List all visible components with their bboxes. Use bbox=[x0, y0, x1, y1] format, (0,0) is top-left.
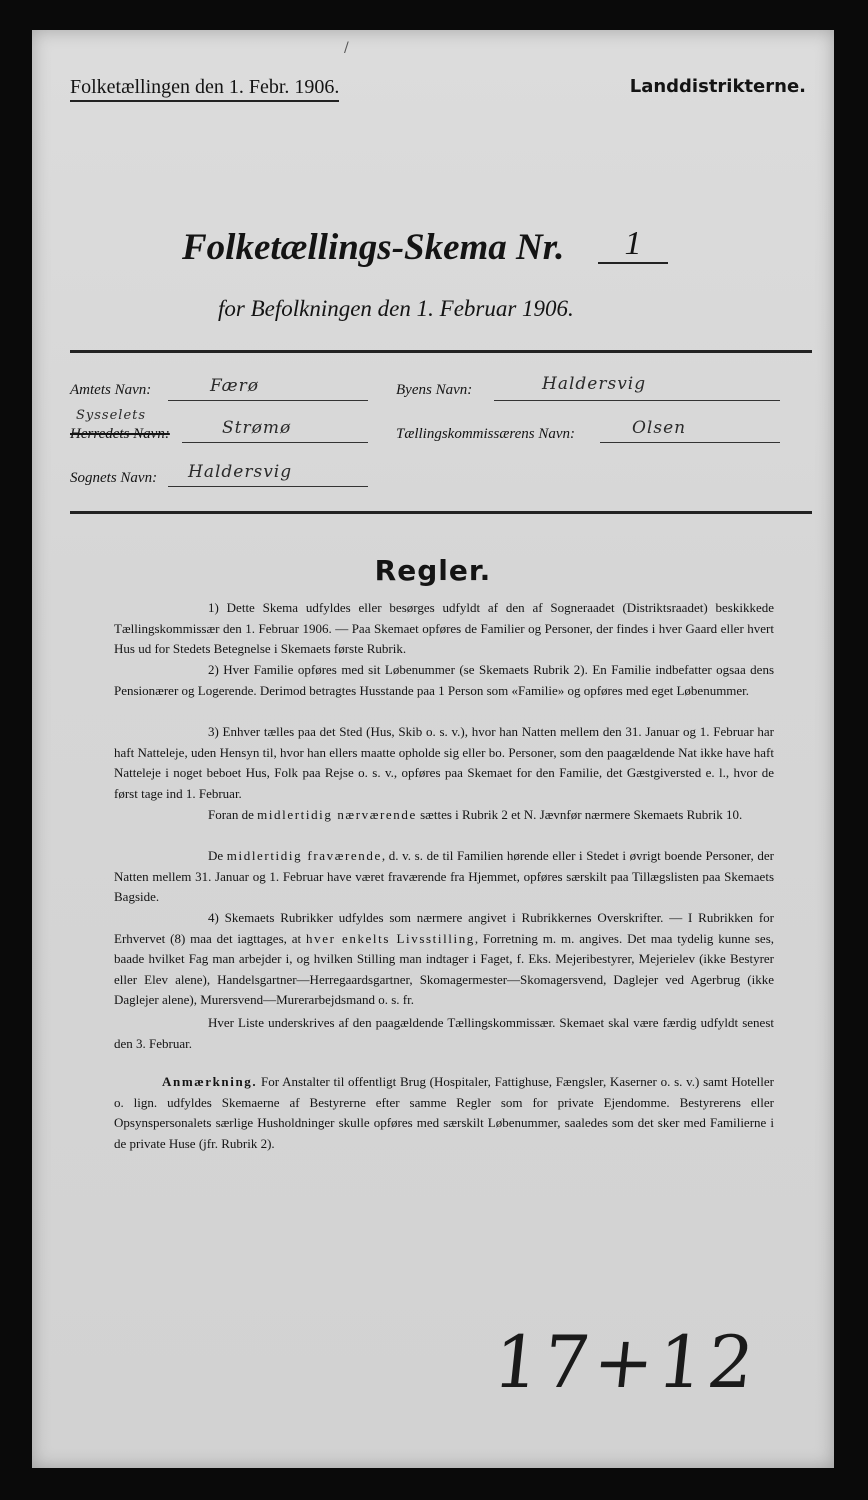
bottom-divider bbox=[70, 511, 812, 514]
rule-3-present bbox=[114, 805, 774, 826]
amt-value: Færø bbox=[210, 376, 259, 396]
rule-3-absent-emph: midlertidig fraværende bbox=[226, 848, 382, 863]
rule-3-present-emph: midlertidig nærværende bbox=[257, 807, 417, 822]
rule-1: 1) Dette Skema udfyldes eller besørges udfyldt af den af Sogneraadet (Distriktsraadet) beskikkede Tællingskommissær den 1. Februar 1906. — Paa Skemaet opføres de Familier og Personer, der findes i hver Gaard eller hvert Hus ud for Stedets Betegnelse i Skemaets første Rubrik. bbox=[114, 600, 774, 657]
rule-3-present-post: sættes i Rubrik 2 et N. Jævnfør nærmere Skemaets Rubrik 10. bbox=[416, 807, 743, 822]
annotation bbox=[114, 1072, 774, 1154]
rule-3-present-pre: Foran de bbox=[208, 807, 258, 822]
rules-heading: Regler. bbox=[374, 554, 492, 587]
form-number: 1 bbox=[598, 226, 668, 264]
annotation-text: For Anstalter til offentligt Brug (Hospitaler, Fattighuse, Fængsler, Kaserner o. s. v.) samt Hoteller o. lign. udfyldes Skemaerne af Bestyrerne efter samme Regler som for private Ejendomme. Bestyrerens eller Opsynspersonalets særlige Husholdninger skulle opføres med særskilt Løbenummer, saaledes som det sker med Familierne i de private Huse (jfr. Rubrik 2). bbox=[114, 1074, 774, 1151]
annotation-lead: Anmærkning. bbox=[162, 1074, 258, 1089]
page-mark: / bbox=[344, 40, 349, 56]
census-form-page bbox=[32, 30, 834, 1468]
byen-label: Byens Navn: bbox=[396, 382, 473, 398]
sogn-value: Haldersvig bbox=[188, 462, 293, 482]
form-subtitle: for Befolkningen den 1. Februar 1906. bbox=[218, 296, 574, 321]
herred-value: Strømø bbox=[222, 418, 292, 438]
rule-4 bbox=[114, 908, 774, 1011]
rule-2: 2) Hver Familie opføres med sit Løbenummer (se Skemaets Rubrik 2). En Familie indbefatter ogsaa dens Pensionærer og Logerende. Derimod betragtes Husstande paa 1 Person som «Familie» og opføres med eget Løbenummer. bbox=[114, 662, 774, 698]
byen-line bbox=[494, 400, 780, 401]
rule-3-absent-post: , d. v. s. de til Familien hørende eller i Stedet i øvrigt boende Personer, der Natten mellem 31. Januar og 1. Februar have været fraværende fra Hjemmet, opføres særskilt paa Tillægslisten paa Skemaets Bagside. bbox=[114, 848, 774, 905]
rule-3-absent bbox=[114, 846, 774, 908]
herred-line bbox=[182, 442, 368, 443]
rule-3-absent-pre: De bbox=[208, 848, 227, 863]
rule-3: 3) Enhver tælles paa det Sted (Hus, Skib o. s. v.), hvor han Natten mellem den 31. Januar og 1. Februar har haft Natteleje, uden Hensyn til, hvor han ellers maatte opholde sig eller bo. Personer, som den paagældende Nat ikke have haft Natteleje i noget beboet Hus, Folk paa Rejse o. s. v., opføres paa Skemaet for den Familie, det Gæstgiversted e. l., hvor de først tage ind 1. Februar. bbox=[114, 724, 774, 801]
form-title: Folketællings-Skema Nr. bbox=[182, 227, 565, 268]
census-date-header: Folketællingen den 1. Febr. 1906. bbox=[70, 76, 339, 102]
amt-line bbox=[168, 400, 368, 401]
rule-5: Hver Liste underskrives af den paagældende Tællingskommissær. Skemaet skal være færdig udfyldt senest den 3. Februar. bbox=[114, 1015, 774, 1051]
kommissaer-label: Tællingskommissærens Navn: bbox=[396, 426, 576, 442]
rule-4-post: , Forretning m. m. angives. Det maa tydelig kunne ses, baade hvilket Fag man arbejder i, og hvilken Stilling man indtager i Faget, f. Eks. Mejeribestyrer, Mejerielev (ikke Bestyrer eller Elev alene), Handelsgartner—Herregaardsgartner, Skomagermester—Skomagersvend, Daglejer ved Agerbrug (ikke Daglejer alene), Murersvend—Murerarbejdsmand o. s. fr. bbox=[114, 930, 775, 1008]
sogn-label: Sognets Navn: bbox=[70, 470, 158, 486]
district-type-header: Landdistrikterne. bbox=[629, 76, 806, 97]
amt-label: Amtets Navn: bbox=[70, 382, 152, 398]
handwritten-count: 17+12 bbox=[489, 1320, 762, 1404]
sogn-line bbox=[168, 486, 368, 487]
herred-correction: Sysselets bbox=[76, 408, 147, 423]
herred-label: Herredets Navn: bbox=[70, 426, 170, 442]
rule-4-emph: hver enkelts Livsstilling bbox=[306, 930, 475, 946]
rule-4-pre: 4) Skemaets Rubrikker udfyldes som nærmere angivet i Rubrikkernes Overskrifter. — I Rubrikken for Erhvervet (8) maa det iagttages, at bbox=[114, 910, 774, 946]
kommissaer-line bbox=[600, 442, 780, 443]
byen-value: Haldersvig bbox=[542, 374, 647, 394]
top-divider bbox=[70, 350, 812, 353]
kommissaer-value: Olsen bbox=[632, 418, 687, 438]
